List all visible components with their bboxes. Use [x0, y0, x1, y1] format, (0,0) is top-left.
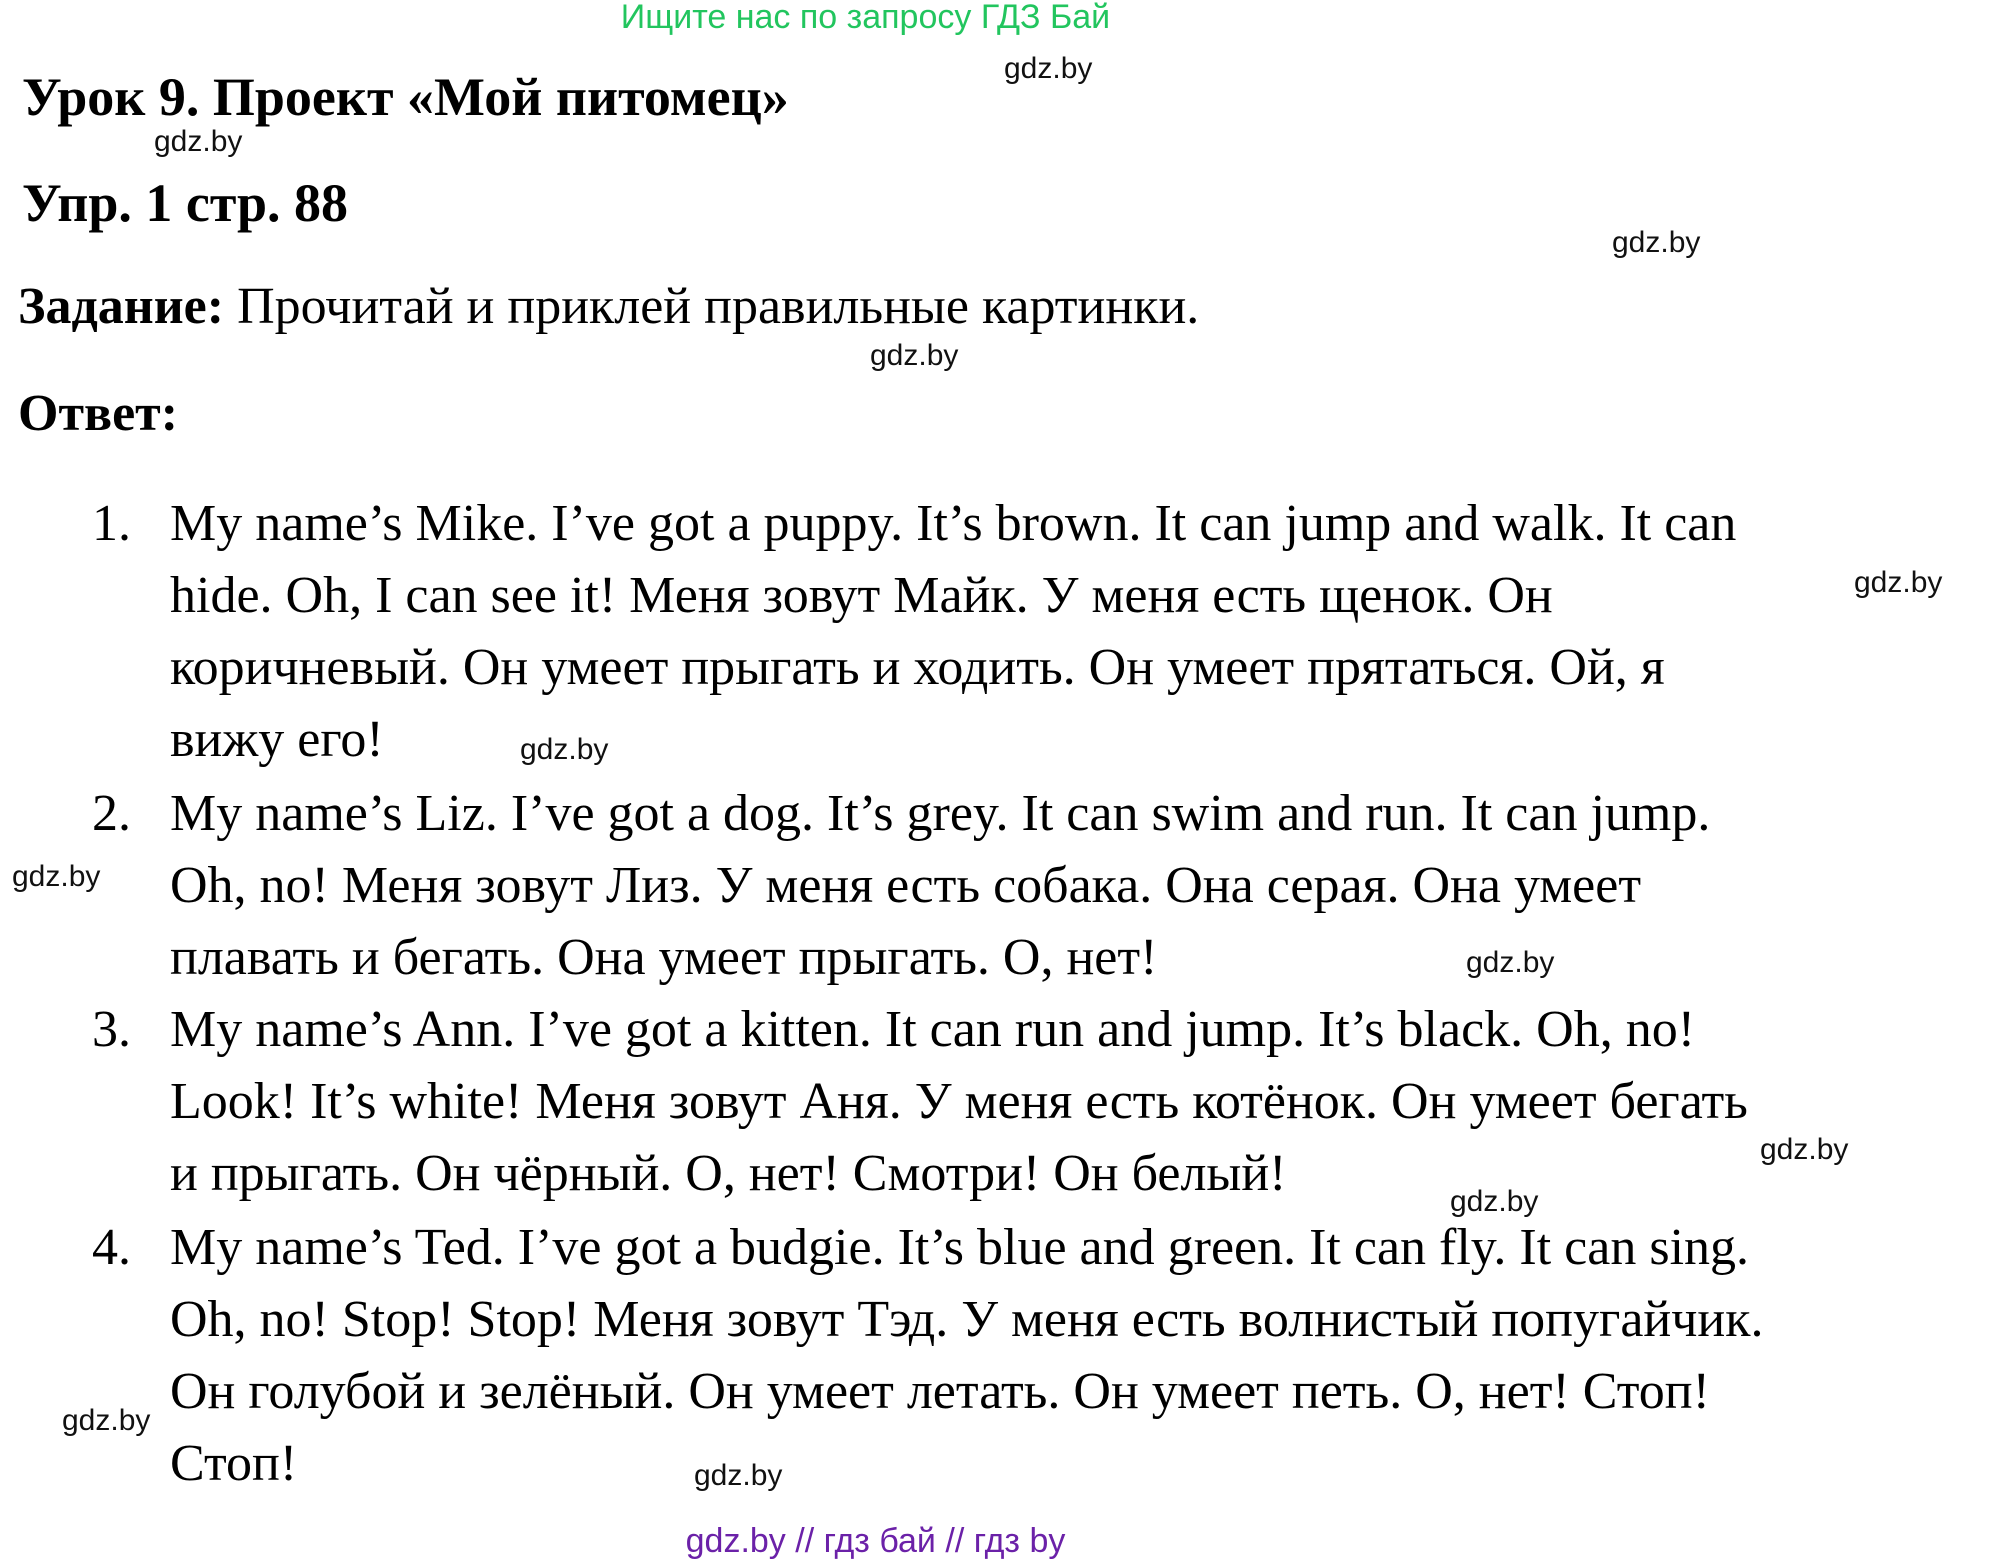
- watermark: gdz.by: [154, 125, 243, 158]
- footer-links[interactable]: gdz.by // гдз бай // гдз by: [685, 1522, 1066, 1560]
- answer-line: плавать и бегать. Она умеет прыгать. О, нет!: [170, 929, 1158, 986]
- answer-line: My name’s Liz. I’ve got a dog. It’s grey. It can swim and run. It can jump.: [170, 785, 1711, 842]
- answer-number: 4.: [92, 1219, 131, 1276]
- task-text: Прочитай и приклей правильные картинки.: [237, 278, 1200, 335]
- watermark: gdz.by: [1854, 566, 1943, 599]
- answer-line: Look! It’s white! Меня зовут Аня. У меня есть котёнок. Он умеет бегать: [170, 1073, 1748, 1130]
- answer-line: Oh, no! Меня зовут Лиз. У меня есть собака. Она серая. Она умеет: [170, 857, 1642, 914]
- answer-label: Ответ:: [18, 385, 179, 442]
- watermark: gdz.by: [1450, 1185, 1539, 1218]
- watermark: gdz.by: [1004, 52, 1093, 85]
- lesson-title: Урок 9. Проект «Мой питомец»: [22, 67, 789, 127]
- answer-line: Он голубой и зелёный. Он умеет летать. Он умеет петь. О, нет! Стоп!: [170, 1363, 1710, 1420]
- watermark: gdz.by: [1612, 226, 1701, 259]
- watermark: gdz.by: [62, 1404, 151, 1437]
- watermark: gdz.by: [1760, 1133, 1849, 1166]
- watermark: gdz.by: [1466, 946, 1555, 979]
- watermark: gdz.by: [870, 339, 959, 372]
- answer-number: 2.: [92, 785, 131, 842]
- answer-line: My name’s Ann. I’ve got a kitten. It can run and jump. It’s black. Oh, no!: [170, 1001, 1696, 1058]
- answer-line: коричневый. Он умеет прыгать и ходить. Он умеет прятаться. Ой, я: [170, 639, 1665, 696]
- answer-line: My name’s Mike. I’ve got a puppy. It’s brown. It can jump and walk. It can: [170, 495, 1737, 552]
- task-label: Задание:: [18, 278, 225, 335]
- answer-line: Стоп!: [170, 1435, 298, 1492]
- answer-line: и прыгать. Он чёрный. О, нет! Смотри! Он белый!: [170, 1145, 1287, 1202]
- watermark: gdz.by: [694, 1459, 783, 1492]
- answer-line: My name’s Ted. I’ve got a budgie. It’s blue and green. It can fly. It can sing.: [170, 1219, 1750, 1276]
- answer-number: 1.: [92, 495, 131, 552]
- exercise-heading: Упр. 1 стр. 88: [22, 173, 349, 233]
- answer-line: Oh, no! Stop! Stop! Меня зовут Тэд. У меня есть волнистый попугайчик.: [170, 1291, 1764, 1348]
- answer-line: вижу его!: [170, 711, 384, 768]
- answer-number: 3.: [92, 1001, 131, 1058]
- task-line: [18, 277, 1199, 336]
- watermark: gdz.by: [12, 860, 101, 893]
- top-banner[interactable]: Ищите нас по запросу ГДЗ Бай: [620, 0, 1111, 36]
- watermark: gdz.by: [520, 733, 609, 766]
- answer-line: hide. Oh, I can see it! Меня зовут Майк. У меня есть щенок. Он: [170, 567, 1553, 624]
